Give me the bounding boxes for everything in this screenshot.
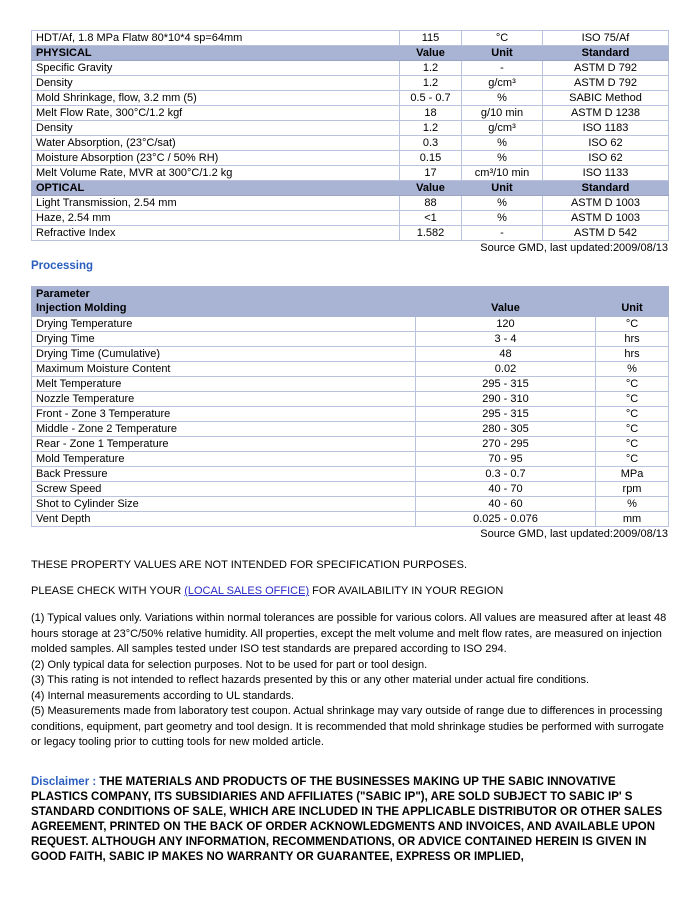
property-name: Specific Gravity (32, 61, 400, 76)
property-unit: cm³/10 min (462, 166, 543, 181)
processing-heading: Processing (31, 260, 93, 272)
property-unit: % (462, 196, 543, 211)
table-row (32, 61, 669, 76)
parameter-unit: mm (596, 512, 669, 527)
property-unit: - (462, 61, 543, 76)
processing-table-body (32, 287, 669, 527)
source-note-processing: Source GMD, last updated:2009/08/13 (480, 528, 668, 540)
table-row (32, 422, 669, 437)
parameter-unit: °C (596, 407, 669, 422)
parameter-value: 120 (416, 317, 596, 332)
footnote-2: (2) Only typical data for selection purposes. Not to be used for part or tool design. (31, 658, 428, 671)
property-value: 1.2 (400, 121, 462, 136)
parameter-name: Drying Time (32, 332, 416, 347)
table-row (32, 437, 669, 452)
parameter-value: 0.025 - 0.076 (416, 512, 596, 527)
properties-table-body (32, 31, 669, 241)
parameter-name: Maximum Moisture Content (32, 362, 416, 377)
property-name: Light Transmission, 2.54 mm (32, 196, 400, 211)
property-value: 0.15 (400, 151, 462, 166)
parameter-unit: °C (596, 317, 669, 332)
parameter-value: 295 - 315 (416, 407, 596, 422)
availability-suffix: FOR AVAILABILITY IN YOUR REGION (309, 585, 504, 597)
table-row (32, 136, 669, 151)
disclaimer (31, 775, 668, 865)
table-row (32, 497, 669, 512)
section-title: PHYSICAL (32, 46, 400, 61)
properties-table (31, 30, 669, 241)
table-row (32, 226, 669, 241)
col-header-standard: Standard (543, 46, 669, 61)
parameter-value: 280 - 305 (416, 422, 596, 437)
parameter-name: Front - Zone 3 Temperature (32, 407, 416, 422)
col-header-value: Value (400, 181, 462, 196)
property-name: Water Absorption, (23°C/sat) (32, 136, 400, 151)
table-row (32, 151, 669, 166)
property-name: Melt Volume Rate, MVR at 300°C/1.2 kg (32, 166, 400, 181)
property-unit: % (462, 211, 543, 226)
property-name: Density (32, 76, 400, 91)
table-row (32, 377, 669, 392)
col-header-unit: Unit (462, 46, 543, 61)
col-header-unit: Unit (462, 181, 543, 196)
col-header-injection-molding: Injection Molding (32, 302, 416, 317)
parameter-value: 3 - 4 (416, 332, 596, 347)
property-unit: - (462, 226, 543, 241)
parameter-unit: hrs (596, 332, 669, 347)
property-name: HDT/Af, 1.8 MPa Flatw 80*10*4 sp=64mm (32, 31, 400, 46)
section-header-row (32, 181, 669, 196)
table-row (32, 482, 669, 497)
footnotes (31, 611, 668, 751)
spec-purpose-notice: THESE PROPERTY VALUES ARE NOT INTENDED FOR SPECIFICATION PURPOSES. (31, 559, 468, 571)
property-unit: g/10 min (462, 106, 543, 121)
availability-line (31, 585, 668, 597)
footnote-4: (4) Internal measurements according to UL standards. (31, 689, 295, 702)
table-row (32, 106, 669, 121)
property-standard: ASTM D 1003 (543, 196, 669, 211)
property-unit: g/cm³ (462, 76, 543, 91)
footnote-3: (3) This rating is not intended to reflect hazards presented by this or any other material under actual fire conditions. (31, 674, 590, 686)
property-standard: ISO 1133 (543, 166, 669, 181)
property-standard: ISO 62 (543, 151, 669, 166)
processing-group-header-row (32, 287, 669, 302)
table-row (32, 407, 669, 422)
parameter-value: 48 (416, 347, 596, 362)
parameter-unit: °C (596, 452, 669, 467)
parameter-name: Screw Speed (32, 482, 416, 497)
property-value: 1.582 (400, 226, 462, 241)
property-standard: ISO 75/Af (543, 31, 669, 46)
disclaimer-text: THE MATERIALS AND PRODUCTS OF THE BUSINESSES MAKING UP THE SABIC INNOVATIVE PLASTICS COMPANY, ITS SUBSIDIARIES AND AFFILIATES ("SABIC IP"), ARE SOLD SUBJECT TO SABIC IP' S STANDARD CONDITIONS OF SALE, WHICH ARE INCLUDED IN THE APPLICABLE DISTRIBUTOR OR OTHER SALES AGREEMENT, PRINTED ON THE BACK OF ORDER ACKNOWLEDGMENTS AND INVOICES, AND AVAILABLE UPON REQUEST. ALTHOUGH ANY INFORMATION, RECOMMENDATIONS, OR ADVICE CONTAINED HEREIN IS GIVEN IN GOOD FAITH, SABIC IP MAKES NO WARRANTY OR GUARANTEE, EXPRESS OR IMPLIED, (31, 775, 663, 863)
col-header-unit: Unit (596, 302, 669, 317)
property-standard: ASTM D 1238 (543, 106, 669, 121)
parameter-value: 0.3 - 0.7 (416, 467, 596, 482)
parameter-value: 70 - 95 (416, 452, 596, 467)
table-row (32, 467, 669, 482)
parameter-name: Drying Time (Cumulative) (32, 347, 416, 362)
table-row (32, 91, 669, 106)
parameter-name: Rear - Zone 1 Temperature (32, 437, 416, 452)
footnote-5: (5) Measurements made from laboratory test coupon. Actual shrinkage may vary outside of range due to differences in processing conditions, equipment, part geometry and tool design. It is recommended that mold shrinkage studies be performed with surrogate or legacy tooling prior to cutting tools for new molded article. (31, 705, 664, 748)
parameter-name: Drying Temperature (32, 317, 416, 332)
property-value: 17 (400, 166, 462, 181)
parameter-name: Melt Temperature (32, 377, 416, 392)
parameter-unit: MPa (596, 467, 669, 482)
local-sales-office-link[interactable]: (LOCAL SALES OFFICE) (184, 585, 310, 597)
parameter-name: Vent Depth (32, 512, 416, 527)
table-row (32, 362, 669, 377)
parameter-unit: hrs (596, 347, 669, 362)
section-header-row (32, 46, 669, 61)
table-row (32, 31, 669, 46)
table-row (32, 76, 669, 91)
table-row (32, 452, 669, 467)
property-value: 1.2 (400, 61, 462, 76)
col-header-value: Value (400, 46, 462, 61)
property-standard: ASTM D 1003 (543, 211, 669, 226)
property-value: 0.3 (400, 136, 462, 151)
processing-column-header-row (32, 302, 669, 317)
processing-group-header: Parameter (32, 287, 669, 302)
table-row (32, 512, 669, 527)
property-name: Moisture Absorption (23°C / 50% RH) (32, 151, 400, 166)
property-unit: % (462, 91, 543, 106)
property-value: 0.5 - 0.7 (400, 91, 462, 106)
property-name: Refractive Index (32, 226, 400, 241)
parameter-value: 295 - 315 (416, 377, 596, 392)
parameter-unit: % (596, 497, 669, 512)
parameter-value: 0.02 (416, 362, 596, 377)
property-value: 115 (400, 31, 462, 46)
table-row (32, 347, 669, 362)
col-header-value: Value (416, 302, 596, 317)
property-name: Haze, 2.54 mm (32, 211, 400, 226)
parameter-value: 40 - 70 (416, 482, 596, 497)
property-value: 18 (400, 106, 462, 121)
property-unit: g/cm³ (462, 121, 543, 136)
property-standard: ISO 62 (543, 136, 669, 151)
property-value: 1.2 (400, 76, 462, 91)
processing-table (31, 286, 669, 527)
table-row (32, 332, 669, 347)
section-title: OPTICAL (32, 181, 400, 196)
table-row (32, 121, 669, 136)
parameter-name: Mold Temperature (32, 452, 416, 467)
property-standard: ASTM D 542 (543, 226, 669, 241)
property-value: <1 (400, 211, 462, 226)
property-standard: ISO 1183 (543, 121, 669, 136)
parameter-unit: °C (596, 392, 669, 407)
parameter-name: Nozzle Temperature (32, 392, 416, 407)
table-row (32, 392, 669, 407)
table-row (32, 211, 669, 226)
table-row (32, 166, 669, 181)
source-note-properties: Source GMD, last updated:2009/08/13 (480, 242, 668, 254)
property-standard: ASTM D 792 (543, 76, 669, 91)
property-unit: % (462, 136, 543, 151)
disclaimer-label: Disclaimer : (31, 775, 97, 788)
table-row (32, 196, 669, 211)
property-standard: SABIC Method (543, 91, 669, 106)
property-name: Density (32, 121, 400, 136)
parameter-name: Middle - Zone 2 Temperature (32, 422, 416, 437)
parameter-unit: °C (596, 422, 669, 437)
parameter-value: 40 - 60 (416, 497, 596, 512)
availability-prefix: PLEASE CHECK WITH YOUR (31, 585, 185, 597)
parameter-name: Shot to Cylinder Size (32, 497, 416, 512)
table-row (32, 317, 669, 332)
property-value: 88 (400, 196, 462, 211)
property-name: Melt Flow Rate, 300°C/1.2 kgf (32, 106, 400, 121)
property-unit: °C (462, 31, 543, 46)
property-name: Mold Shrinkage, flow, 3.2 mm (5) (32, 91, 400, 106)
parameter-value: 290 - 310 (416, 392, 596, 407)
parameter-unit: °C (596, 377, 669, 392)
property-standard: ASTM D 792 (543, 61, 669, 76)
parameter-name: Back Pressure (32, 467, 416, 482)
parameter-unit: rpm (596, 482, 669, 497)
parameter-unit: °C (596, 437, 669, 452)
footnote-1: (1) Typical values only. Variations within normal tolerances are possible for various colors. All values are measured after at least 48 hours storage at 23°C/50% relative humidity. All properties, except the melt volume and melt flow rates, are measured on injection molded samples. All samples tested under ISO test standards are prepared according to ISO 294. (31, 612, 667, 655)
parameter-value: 270 - 295 (416, 437, 596, 452)
parameter-unit: % (596, 362, 669, 377)
col-header-standard: Standard (543, 181, 669, 196)
property-unit: % (462, 151, 543, 166)
